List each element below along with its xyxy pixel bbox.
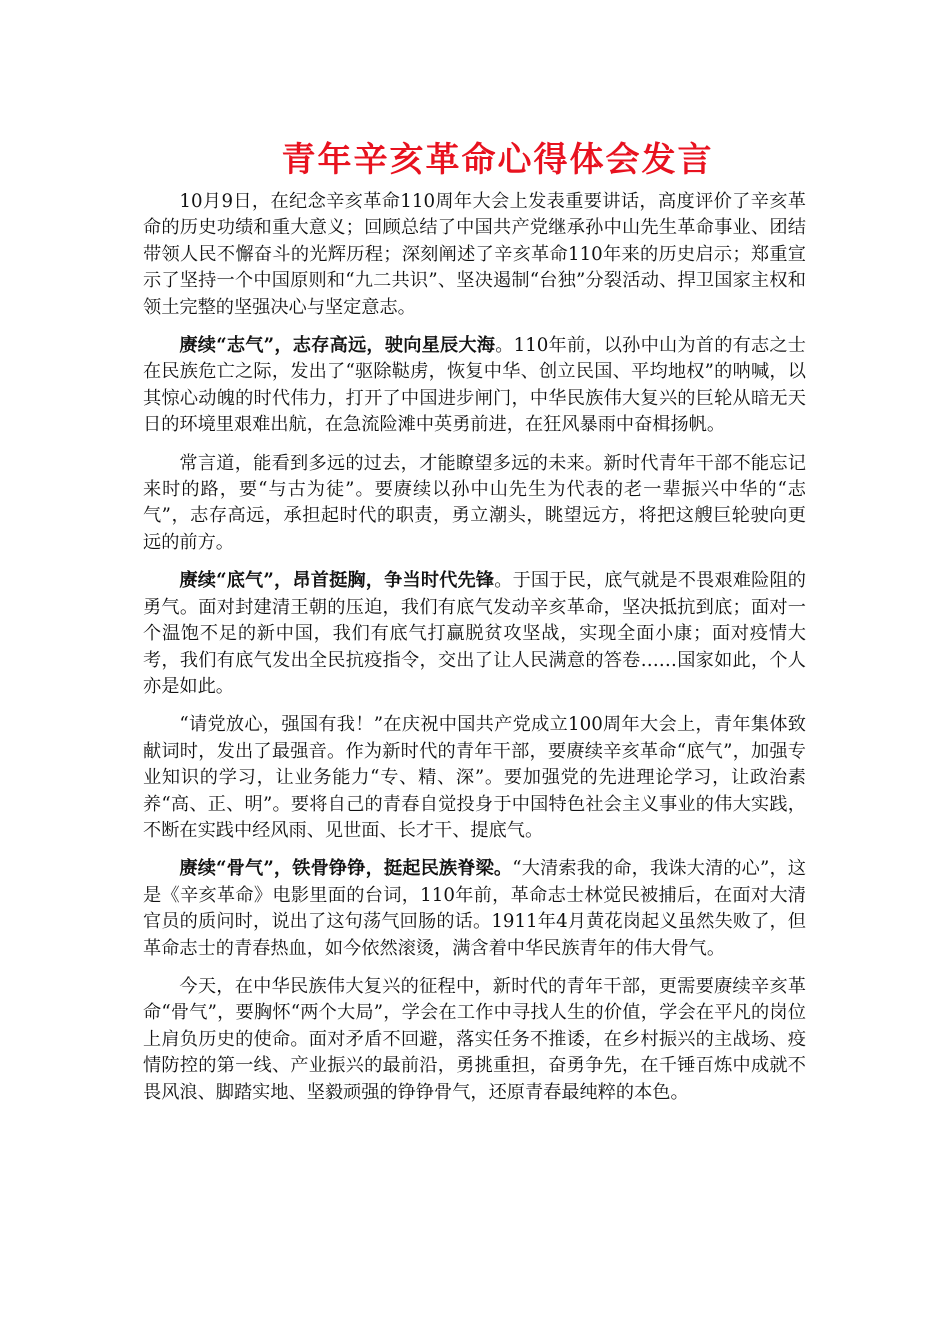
paragraph-text: 。于国于民，底气就是不畏艰难险阻的勇气。面对封建清王朝的压迫，我们有底气发动辛亥革命，坚决抵抗到底；面对一个温饱不足的新中国，我们有底气打赢脱贫攻坚战，实现全面小康；面对疫情大考，我们有底气发出全民抗疫指令，交出了让人民满意的答卷……国家如此，个人亦是如此。 <box>143 570 806 697</box>
paragraph-aspiration <box>143 333 806 439</box>
paragraph-lead-heading: 赓续“志气”，志存高远，驶向星辰大海 <box>179 335 496 357</box>
paragraph-intro <box>143 189 806 321</box>
paragraph-confidence <box>143 568 806 700</box>
paragraph-lead-heading: 赓续“底气”，昂首挺胸，争当时代先锋 <box>179 570 495 592</box>
paragraph-text: 10月9日，在纪念辛亥革命110周年大会上发表重要讲话，高度评价了辛亥革命的历史功绩和重大意义；回顾总结了中国共产党继承孙中山先生革命事业、团结带领人民不懈奋斗的光辉历程；深刻阐述了辛亥革命110年来的历史启示；郑重宣示了坚持一个中国原则和“九二共识”、坚决遏制“台独”分裂活动、捍卫国家主权和领土完整的坚强决心与坚定意志。 <box>143 191 806 318</box>
paragraph-backbone <box>143 856 806 962</box>
paragraph-backbone-detail <box>143 974 806 1106</box>
paragraph-confidence-detail <box>143 712 806 844</box>
document-body <box>143 189 806 1118</box>
paragraph-text: “请党放心，强国有我！”在庆祝中国共产党成立100周年大会上，青年集体致献词时，发出了最强音。作为新时代的青年干部，要赓续辛亥革命“底气”，加强专业知识的学习，让业务能力“专、精、深”。要加强党的先进理论学习，让政治素养“高、正、明”。要将自己的青春自觉投身于中国特色社会主义事业的伟大实践，不断在实践中经风雨、见世面、长才干、提底气。 <box>143 714 806 841</box>
paragraph-aspiration-detail <box>143 451 806 557</box>
paragraph-text: “大清索我的命，我诛大清的心”，这是《辛亥革命》电影里面的台词，110年前，革命志士林觉民被捕后，在面对大清官员的质问时，说出了这句荡气回肠的话。1911年4月黄花岗起义虽然失败了，但革命志士的青春热血，如今依然滚烫，满含着中华民族青年的伟大骨气。 <box>143 858 806 959</box>
paragraph-lead-heading: 赓续“骨气”，铁骨铮铮，挺起民族脊梁。 <box>179 858 513 880</box>
document-title: 青年辛亥革命心得体会发言 <box>281 140 714 180</box>
paragraph-text: 常言道，能看到多远的过去，才能瞭望多远的未来。新时代青年干部不能忘记来时的路，要“与古为徒”。要赓续以孙中山先生为代表的老一辈振兴中华的“志气”，志存高远，承担起时代的职责，勇立潮头，眺望远方，将把这艘巨轮驶向更远的前方。 <box>143 452 806 553</box>
paragraph-text: 。110年前，以孙中山为首的有志之士在民族危亡之际，发出了“驱除鞑虏，恢复中华、创立民国、平均地权”的呐喊，以其惊心动魄的时代伟力，打开了中国进步闸门，中华民族伟大复兴的巨轮从暗无天日的环境里艰难出航，在急流险滩中英勇前进，在狂风暴雨中奋楫扬帆。 <box>143 335 806 436</box>
paragraph-text: 今天，在中华民族伟大复兴的征程中，新时代的青年干部，更需要赓续辛亥革命“骨气”，要胸怀“两个大局”，学会在工作中寻找人生的价值，学会在平凡的岗位上肩负历史的使命。面对矛盾不回避，落实任务不推诿，在乡村振兴的主战场、疫情防控的第一线、产业振兴的最前沿，勇挑重担，奋勇争先，在千锤百炼中成就不畏风浪、脚踏实地、坚毅顽强的铮铮骨气，还原青春最纯粹的本色。 <box>143 975 806 1103</box>
